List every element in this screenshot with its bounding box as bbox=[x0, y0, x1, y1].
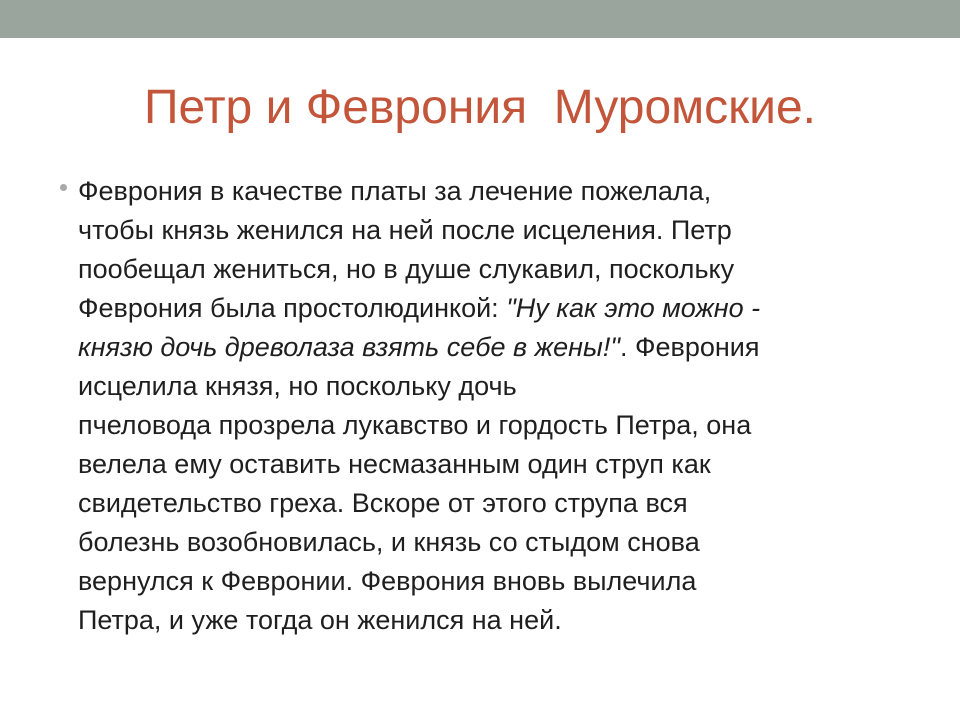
body-text-run: Петра, и уже тогда он женился на ней. bbox=[78, 605, 562, 635]
bullet-text-line bbox=[78, 211, 904, 250]
bullet-text-line bbox=[78, 328, 904, 367]
bullet-list bbox=[74, 172, 904, 640]
body-text-run: Феврония была простолюдинкой: bbox=[78, 293, 507, 323]
bullet-text-line bbox=[78, 367, 904, 406]
top-accent-bar bbox=[0, 0, 960, 38]
body-text-run: пчеловода прозрела лукавство и гордость Петра, она bbox=[78, 410, 752, 440]
bullet-text-line bbox=[78, 250, 904, 289]
bullet-dot-icon bbox=[60, 184, 67, 191]
body-text-run: велела ему оставить несмазанным один струп как bbox=[78, 449, 711, 479]
bullet-text-line bbox=[78, 445, 904, 484]
body-text-run: болезнь возобновилась, и князь со стыдом снова bbox=[78, 527, 700, 557]
bullet-text-line bbox=[78, 484, 904, 523]
body-text-run: исцелила князя, но поскольку дочь bbox=[78, 371, 517, 401]
quote-text: "Ну как это можно - bbox=[506, 293, 761, 323]
body-text-run: Феврония в качестве платы за лечение пожелала, bbox=[78, 176, 712, 206]
slide-title: Петр и Феврония Муромские. bbox=[143, 81, 817, 134]
body-text-run: свидетельство греха. Вскоре от этого струпа вся bbox=[78, 488, 688, 518]
bullet-text-line bbox=[78, 289, 904, 328]
bullet-text-line bbox=[78, 562, 904, 601]
body-text-run: вернулся к Февронии. Феврония вновь вылечила bbox=[78, 566, 697, 596]
body-text-run: пообещал жениться, но в душе слукавил, поскольку bbox=[78, 254, 735, 284]
bullet-text-line bbox=[78, 406, 904, 445]
bullet-text-line bbox=[78, 172, 904, 211]
bullet-text-line bbox=[78, 601, 904, 640]
bullet-paragraph bbox=[78, 172, 904, 640]
quote-text: князю дочь древолаза взять себе в жены!" bbox=[78, 332, 620, 362]
bullet-text-line bbox=[78, 523, 904, 562]
body-text-run: чтобы князь женился на ней после исцеления. Петр bbox=[78, 215, 732, 245]
body-text-run: . Феврония bbox=[619, 332, 760, 362]
